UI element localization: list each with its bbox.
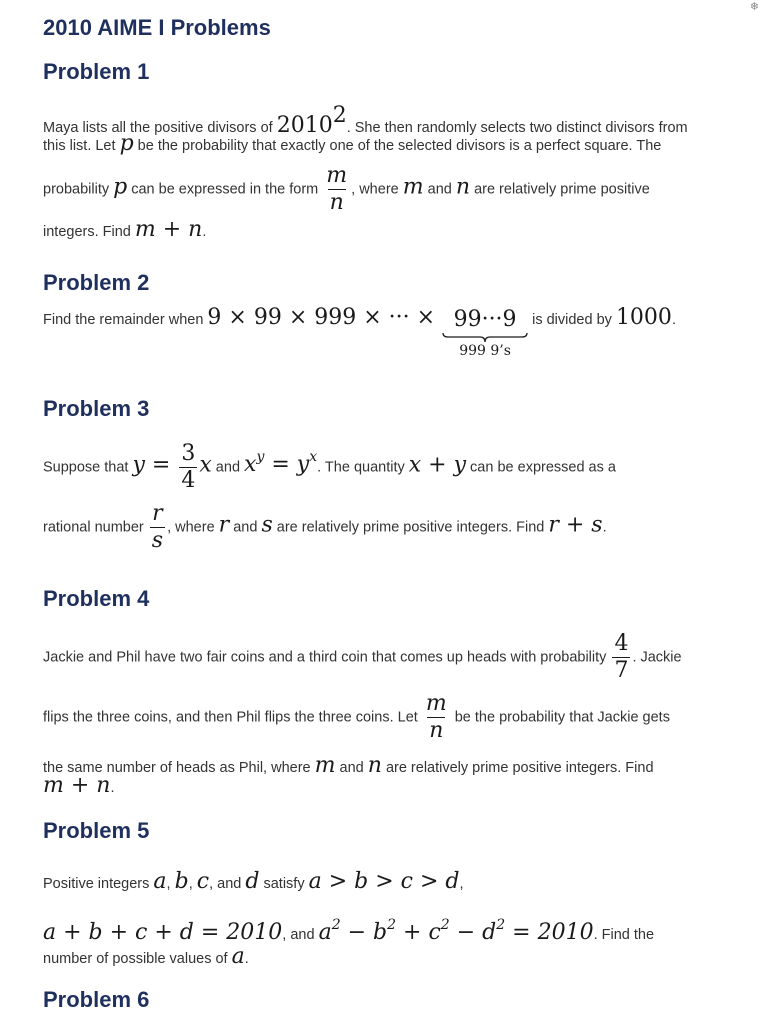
p4-frac2-den: n [429, 718, 444, 743]
p2-text-3: . [671, 312, 676, 328]
p1-text-3: this list. Let [43, 138, 120, 154]
p1-text-9: are relatively prime positive [470, 181, 650, 198]
p5-var-b: b [174, 869, 189, 894]
problem-4-heading: Problem 4 [43, 586, 150, 611]
p3-frac-den: 4 [181, 468, 196, 493]
p4-text-3: flips the three coins, and then Phil flips the three coins. Let [43, 709, 422, 726]
p3-var-s: s [261, 512, 273, 538]
page-title: 2010 AIME I Problems [43, 15, 271, 40]
p1-exponent: 2 [332, 103, 347, 128]
problem-3-heading: Problem 3 [43, 396, 150, 421]
p1-text-8: and [423, 181, 456, 198]
p5-text-5: number of possible values of [43, 951, 232, 967]
underbrace-icon [442, 332, 528, 343]
p1-text-11: . [202, 224, 207, 240]
p4-frac-den: 7 [614, 658, 629, 683]
p1-base: 2010 [276, 113, 333, 138]
p5-equation-2: $a^2 - b^2 + c^2 - d^2 = 2010$ [318, 917, 594, 945]
p4-var-n: n [367, 753, 382, 778]
p3-text-4: can be expressed as a [466, 459, 616, 476]
p1-text-1: Maya lists all the positive divisors of [43, 120, 277, 136]
p1-var-n: n [455, 174, 471, 200]
p5-comma-3: , and [209, 876, 246, 892]
p3-fraction [179, 442, 197, 493]
problem-5-line-1 [43, 869, 464, 894]
p2-text-2: is divided by [528, 312, 616, 328]
p1-text-4: be the probability that exactly one of the selected divisors is a perfect square. The [133, 138, 662, 154]
p4-text-8: . [110, 780, 115, 796]
p1-fraction [324, 164, 349, 215]
p3-final-expr: r + s [548, 512, 603, 538]
p5-comma-1: , [166, 876, 175, 892]
p4-text-6: and [335, 760, 368, 776]
p3-text-9: . [602, 519, 607, 536]
p1-text-5: probability [43, 181, 114, 198]
p5-text-1: Positive integers [43, 876, 154, 892]
p2-brace-label: 999 9’s [459, 343, 511, 359]
problem-2-heading: Problem 2 [43, 270, 150, 295]
problem-5-heading: Problem 5 [43, 818, 150, 843]
p1-var-p-2: p [113, 174, 128, 200]
p1-var-m: m [402, 174, 424, 200]
p4-fraction-2 [424, 692, 449, 743]
p5-text-3: , and [282, 927, 319, 943]
p1-text-6: can be expressed in the form [127, 181, 323, 198]
p5-comma-4: , [459, 876, 464, 892]
p1-var-p: p [119, 131, 134, 156]
p4-frac2-num: m [425, 691, 447, 716]
problem-1-line-4 [43, 217, 207, 242]
p1-frac-den: n [329, 190, 344, 215]
p5-comma-2: , [188, 876, 197, 892]
p5-text-4: . Find the [593, 927, 655, 943]
p5-var-c: c [196, 869, 210, 894]
p1-text-10: integers. Find [43, 224, 135, 240]
problem-2-line-1 [43, 305, 676, 359]
p3-var-x: x [199, 452, 212, 478]
p2-divisor: 1000 [615, 305, 672, 330]
p5-inequality: a > b > c > d [308, 869, 460, 894]
p3-frac2-den: s [151, 528, 164, 553]
p3-frac-num: 3 [181, 441, 196, 466]
problem-4-line-3 [43, 753, 654, 778]
problem-1-line-3 [43, 164, 650, 215]
p3-frac2-num: r [152, 501, 163, 526]
p4-fraction [612, 632, 630, 683]
p2-product: 9 × 99 × 999 × ··· × [207, 305, 443, 330]
p5-var-a-2: a [231, 944, 245, 969]
p3-var-r: r [218, 512, 230, 538]
p4-text-1: Jackie and Phil have two fair coins and a third coin that comes up heads with probability [43, 649, 611, 666]
p3-text-7: and [229, 519, 262, 536]
p3-fraction-2 [150, 502, 165, 553]
p4-text-5: the same number of heads as Phil, where [43, 760, 315, 776]
p1-text-7: , where [351, 181, 403, 198]
p1-text-2: . She then randomly selects two distinct divisors from [346, 120, 688, 136]
problem-4-line-2 [43, 692, 670, 743]
p4-text-2: . Jackie [632, 649, 682, 666]
p3-text-1: Suppose that [43, 459, 133, 476]
problem-6-heading: Problem 6 [43, 987, 150, 1012]
p5-text-2: satisfy [259, 876, 309, 892]
p4-text-4: be the probability that Jackie gets [450, 709, 670, 726]
problem-3-line-2 [43, 502, 607, 553]
p3-text-5: rational number [43, 519, 148, 536]
p2-text-1: Find the remainder when [43, 312, 208, 328]
p3-text-2: and [211, 459, 245, 476]
p4-var-m: m [314, 753, 336, 778]
p4-text-7: are relatively prime positive integers. Find [381, 760, 654, 776]
problem-1-line-2 [43, 131, 662, 156]
p2-last-factor: 99···9 [453, 307, 517, 332]
p4-frac-num: 4 [614, 631, 629, 656]
p3-sum: x + y [408, 452, 467, 478]
problem-5-line-3 [43, 944, 249, 969]
p3-power-eq: $x^y = y^x$ [244, 449, 318, 478]
p1-final-expr: m + n [134, 217, 203, 242]
p3-text-6: , where [167, 519, 219, 536]
p5-equation-1: a + b + c + d = 2010 [43, 920, 283, 945]
problem-4-line-4 [43, 773, 115, 798]
problem-5-line-2 [43, 915, 654, 945]
p3-y-eq: y = [132, 452, 178, 478]
p2-underbrace [442, 308, 528, 359]
p5-var-d: d [245, 869, 260, 894]
problem-4-line-1 [43, 632, 682, 683]
problem-3-line-1 [43, 442, 616, 493]
snowflake-icon: ❄ [749, 1, 759, 13]
p3-text-8: are relatively prime positive integers. Find [272, 519, 549, 536]
p5-text-6: . [244, 951, 249, 967]
p5-var-a: a [153, 869, 167, 894]
p4-final-expr: m + n [43, 773, 111, 798]
problem-1-heading: Problem 1 [43, 59, 150, 84]
p1-frac-num: m [326, 163, 348, 188]
p3-text-3: . The quantity [317, 459, 409, 476]
